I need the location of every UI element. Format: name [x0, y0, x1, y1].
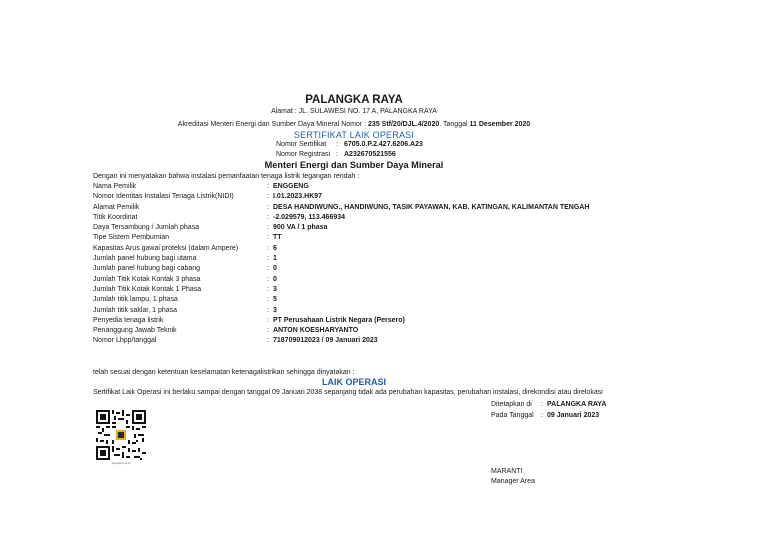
field-colon: : — [267, 244, 269, 252]
field-colon: : — [267, 203, 269, 211]
ministry-name: Menteri Energi dan Sumber Daya Mineral — [264, 160, 444, 170]
field-label: Jumlah panel hubung bagi cabang — [93, 265, 201, 273]
accreditation-number: 235 Stf/20/DJL.4/2020 — [368, 121, 440, 128]
accreditation-date-prefix: . Tanggal — [439, 121, 470, 128]
field-row — [93, 192, 693, 202]
field-colon: : — [267, 265, 269, 273]
address-line: Alamat : JL. SULAWESI NO. 17 A, PALANGKA RAYA — [271, 108, 437, 115]
field-value: 0 — [273, 275, 277, 283]
field-colon: : — [267, 224, 269, 232]
field-colon: : — [267, 193, 269, 201]
cert-number-label: Nomor Sertifikat — [276, 141, 327, 148]
field-label: Penyedia tenaga listrik — [93, 316, 164, 324]
field-row — [93, 213, 693, 223]
field-value: 6 — [273, 244, 277, 252]
installation-details — [93, 182, 693, 347]
field-value: 5 — [273, 296, 277, 304]
intro-statement: Dengan ini menyatakan bahwa instalasi pemanfaatan tenaga listrik tegangan rendah : — [93, 173, 360, 180]
status-heading: LAIK OPERASI — [321, 377, 386, 387]
field-row — [93, 326, 693, 336]
field-value: 900 VA / 1 phasa — [273, 224, 328, 232]
field-value: 3 — [273, 285, 277, 293]
closing-statement: telah sesuai dengan ketentuan keselamatan ketenagalistrikan sehingga dinyatakan : — [93, 369, 355, 376]
field-label: Alamat Pemilik — [93, 203, 140, 211]
field-colon: : — [267, 316, 269, 324]
field-colon: : — [267, 285, 269, 293]
field-label: Jumlah Titik Kotak Kontak 1 Phasa — [93, 285, 202, 293]
field-row — [93, 233, 693, 243]
field-label: Nomor Lhpp/tanggal — [93, 337, 157, 345]
field-colon: : — [267, 296, 269, 304]
field-colon: : — [267, 275, 269, 283]
field-label: Jumlah panel hubung bagi utama — [93, 255, 197, 263]
field-label: Jumlah titik saklar, 1 phasa — [93, 306, 178, 314]
field-value: -2.029579, 113.466934 — [273, 213, 346, 221]
validity-statement: Sertifikat Laik Operasi ini berlaku sampai dengan tanggal 09 Januari 2038 sepanjang tidak ada perubahan kapasitas, perubahan instalasi, direkondisi atau direlokasi — [93, 389, 603, 396]
field-value: ENGGENG — [273, 183, 309, 190]
field-row — [93, 316, 693, 326]
field-label: Daya Tersambung / Jumlah phasa — [93, 224, 200, 232]
field-value: 1 — [273, 255, 277, 263]
field-value: DESA HANDIWUNG., HANDIWUNG, TASIK PAYAWAN, KAB. KATINGAN, KALIMANTAN TENGAH — [273, 203, 590, 211]
field-colon: : — [267, 183, 269, 190]
issued-at-label: Ditetapkan di — [491, 401, 532, 408]
field-value: I.01.2023.HK97 — [273, 193, 323, 201]
field-label: Nomor Identitas Instalasi Tenaga Listrik(NIDI) — [93, 193, 234, 201]
field-label: Tipe Sistem Pembumian — [93, 234, 169, 242]
field-row — [93, 336, 693, 346]
field-colon: : — [267, 337, 269, 345]
field-colon: : — [267, 306, 269, 314]
field-row — [93, 306, 693, 316]
field-label: Penanggung Jawab Teknik — [93, 327, 177, 335]
field-label: Titik Koordinat — [93, 213, 138, 221]
date-colon: : — [541, 412, 543, 419]
field-label: Nama Pemilik — [93, 183, 137, 190]
page-title: PALANGKA RAYA — [305, 94, 403, 106]
field-colon: : — [267, 327, 269, 335]
field-value: 0 — [273, 265, 277, 273]
field-colon: : — [267, 234, 269, 242]
cert-number-colon: : — [336, 141, 338, 148]
signatory-position: Manager Area — [491, 478, 535, 485]
field-label: Kapasitas Arus gawai proteksi (dalam Ampere) — [93, 244, 239, 252]
field-row — [93, 275, 693, 285]
issued-at-value: PALANGKA RAYA — [547, 401, 607, 408]
field-label: Jumlah Titik Kotak Kontak 3 phasa — [93, 275, 201, 283]
field-colon: : — [267, 255, 269, 263]
field-value: 3 — [273, 306, 277, 314]
accreditation-date: 11 Desember 2020 — [469, 121, 531, 128]
reg-number-label: Nomor Registrasi — [276, 151, 331, 158]
date-value: 09 Januari 2023 — [547, 412, 600, 419]
accreditation-prefix: Akreditasi Menteri Energi dan Sumber Daya Mineral Nomor : — [177, 121, 369, 128]
issued-at-colon: : — [541, 401, 543, 408]
field-value: TT — [273, 234, 282, 242]
field-row — [93, 244, 693, 254]
field-row — [93, 264, 693, 274]
field-row — [93, 295, 693, 305]
field-value: 718709012023 / 09 Januari 2023 — [273, 337, 378, 345]
qr-caption: signature.qr.id — [111, 461, 131, 465]
field-row — [93, 285, 693, 295]
field-value: ANTON KOESHARYANTO — [273, 327, 359, 335]
field-value: PT Perusahaan Listrik Negara (Persero) — [273, 316, 405, 324]
reg-number-value: A232670521556 — [344, 151, 396, 158]
cert-number-value: 6705.0.P.2.427.6206.A23 — [344, 141, 423, 148]
field-row — [93, 182, 693, 192]
signatory-name: MARANTI — [491, 468, 523, 475]
date-label: Pada Tanggal — [491, 412, 534, 419]
qr-code-icon — [96, 410, 146, 460]
field-row — [93, 203, 693, 213]
accreditation-line — [0, 121, 708, 128]
field-colon: : — [267, 213, 269, 221]
field-row — [93, 223, 693, 233]
certificate-title: SERTIFIKAT LAIK OPERASI — [293, 130, 415, 140]
field-label: Jumlah titik lampu, 1 phasa — [93, 296, 178, 304]
field-row — [93, 254, 693, 264]
reg-number-colon: : — [336, 151, 338, 158]
